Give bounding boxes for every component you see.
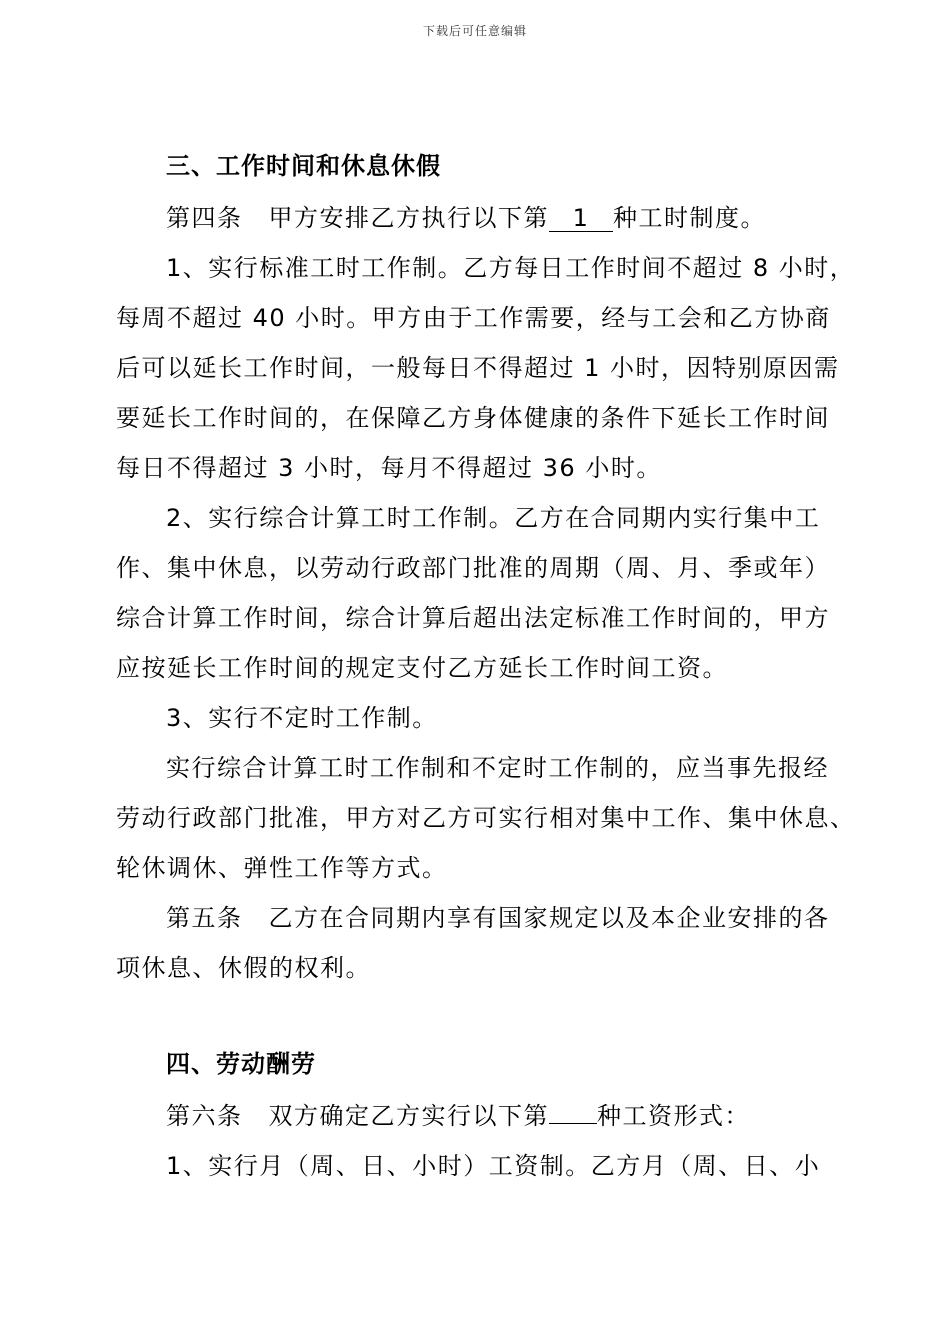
article-number: 第六条 xyxy=(166,1102,243,1130)
section-heading: 四、劳动酬劳 xyxy=(166,1050,316,1078)
article-5 xyxy=(166,898,830,933)
paragraph-line: 实行综合计算工时工作制和不定时工作制的，应当事先报经 xyxy=(166,754,829,782)
paragraph-line: 每周不超过 40 小时。甲方由于工作需要，经与工会和乙方协商 xyxy=(116,304,831,332)
paragraph-line: 1、实行月（周、日、小时）工资制。乙方月（周、日、小 xyxy=(166,1152,821,1180)
paragraph-line: 轮休调休、弹性工作等方式。 xyxy=(116,854,448,882)
article-6 xyxy=(166,1096,750,1131)
fill-in-blank xyxy=(549,1123,597,1124)
paragraph-line: 应按延长工作时间的规定支付乙方延长工作时间工资。 xyxy=(116,654,728,682)
paragraph-line: 要延长工作时间的，在保障乙方身体健康的条件下延长工作时间 xyxy=(116,404,830,432)
article-number: 第五条 xyxy=(166,904,243,932)
article-text: 双方确定乙方实行以下第 xyxy=(268,1102,549,1130)
paragraph-line: 后可以延长工作时间，一般每日不得超过 1 小时，因特别原因需 xyxy=(116,354,840,382)
article-text: 乙方在合同期内享有国家规定以及本企业安排的各 xyxy=(268,904,830,932)
section-heading: 三、工作时间和休息休假 xyxy=(166,152,441,180)
fill-in-blank: 1 xyxy=(549,205,613,232)
paragraph-line: 每日不得超过 3 小时，每月不得超过 36 小时。 xyxy=(116,454,662,482)
paragraph-line: 作、集中休息，以劳动行政部门批准的周期（周、月、季或年） xyxy=(116,554,830,582)
paragraph-line: 项休息、休假的权利。 xyxy=(116,954,371,982)
paragraph-line: 综合计算工作时间，综合计算后超出法定标准工作时间的，甲方 xyxy=(116,604,830,632)
page-header-note: 下载后可任意编辑 xyxy=(422,24,527,38)
paragraph-line: 3、实行不定时工作制。 xyxy=(166,704,438,732)
paragraph-line: 劳动行政部门批准，甲方对乙方可实行相对集中工作、集中休息、 xyxy=(116,804,856,832)
paragraph-line: 2、实行综合计算工时工作制。乙方在合同期内实行集中工 xyxy=(166,504,821,532)
article-4 xyxy=(166,198,766,233)
article-text: 甲方安排乙方执行以下第 xyxy=(268,204,549,232)
paragraph-line: 1、实行标准工时工作制。乙方每日工作时间不超过 8 小时， xyxy=(166,254,856,282)
article-text: 种工时制度。 xyxy=(613,204,766,232)
article-text: 种工资形式： xyxy=(597,1102,750,1130)
article-number: 第四条 xyxy=(166,204,243,232)
